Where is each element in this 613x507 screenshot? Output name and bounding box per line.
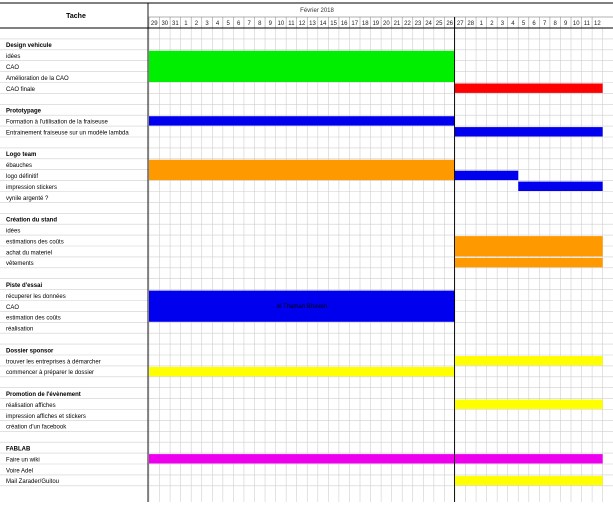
day-label: 4 — [215, 21, 220, 27]
task-bar — [149, 160, 455, 180]
day-headers — [148, 17, 613, 28]
day-label: 5 — [521, 21, 526, 27]
bar-label: el Thaman Bhaveh — [276, 304, 328, 311]
day-label: 2 — [490, 21, 494, 27]
task-bar — [455, 476, 603, 485]
month-header: Février 2018 — [300, 8, 334, 14]
task-label: Formation à l'utilisation de la fraiseuse — [6, 119, 108, 126]
day-label: 3 — [500, 21, 505, 27]
task-bar — [455, 258, 603, 267]
task-label: estimation des coûts — [6, 315, 61, 322]
task-label: estimations des coûts — [6, 239, 64, 246]
task-label: logo définitif — [6, 174, 39, 180]
day-label: 1 — [479, 21, 483, 27]
day-label: 18 — [361, 21, 369, 27]
task-bar — [455, 127, 603, 136]
task-label: idées — [6, 228, 21, 235]
task-label: récuperer les données — [6, 293, 66, 300]
day-label: 28 — [467, 21, 475, 27]
day-label: 30 — [161, 21, 169, 27]
day-label: 24 — [425, 21, 432, 27]
task-bar — [455, 236, 603, 256]
day-label: 16 — [340, 21, 348, 27]
day-label: 4 — [511, 21, 515, 27]
group-label: Création du stand — [6, 217, 58, 224]
day-label: 26 — [446, 21, 454, 27]
day-label: 15 — [330, 21, 337, 27]
task-bar — [149, 454, 603, 463]
group-label: Logo team — [6, 152, 37, 159]
group-label: Design vehicule — [6, 43, 52, 50]
group-label: Dossier sponsor — [6, 348, 54, 355]
day-label: 1 — [184, 21, 188, 27]
task-label: CAO finale — [6, 86, 36, 93]
day-label: 25 — [435, 21, 443, 27]
task-label: Mail Zarader/Guitou — [6, 479, 60, 486]
day-label: 27 — [456, 21, 464, 27]
task-bar — [149, 51, 455, 82]
day-label: 23 — [414, 21, 422, 27]
task-label: commencer à préparer le dossier — [6, 370, 95, 377]
day-label: 8 — [258, 21, 262, 27]
group-label: Prototypage — [6, 108, 42, 115]
day-label: 22 — [404, 21, 411, 27]
task-label: Faire un wiki — [6, 457, 40, 464]
task-label: trouver les entreprises à démarcher — [6, 359, 101, 366]
day-label: 20 — [383, 21, 390, 27]
task-label: réalisation affiches — [6, 402, 56, 409]
task-bar — [149, 116, 455, 125]
task-label: réalisation — [6, 326, 34, 333]
task-label: ébauches — [6, 163, 33, 170]
day-label: 14 — [319, 21, 327, 27]
task-label: achat du materiel — [6, 250, 53, 257]
task-label: CAO — [6, 65, 20, 71]
day-label: 2 — [194, 21, 199, 27]
day-label: 7 — [542, 21, 547, 27]
task-label: vynile argenté ? — [6, 195, 49, 202]
task-column-header: Tache — [66, 13, 86, 20]
day-label: 9 — [268, 21, 272, 27]
day-label: 11 — [583, 21, 590, 27]
day-label: 12 — [594, 21, 601, 27]
task-bar — [518, 182, 602, 191]
day-label: 21 — [393, 21, 401, 27]
day-label: 29 — [150, 21, 158, 27]
task-bar — [455, 171, 518, 180]
group-label: Promotion de l'évènement — [6, 392, 81, 398]
task-label: création d'un facebook — [6, 424, 67, 431]
task-label: Entrainement fraiseuse sur un modèle lambda — [6, 130, 129, 137]
day-label: 19 — [372, 21, 380, 27]
day-label: 6 — [532, 21, 536, 27]
task-label: impression affiches et stickers — [6, 413, 86, 420]
group-label: FABLAB — [6, 446, 31, 453]
task-bar — [455, 356, 603, 365]
day-label: 9 — [564, 21, 568, 27]
task-label: idées — [6, 54, 21, 61]
task-bar — [455, 84, 603, 93]
task-label: vêtements — [6, 261, 34, 268]
task-bar — [455, 400, 603, 409]
day-label: 3 — [205, 21, 209, 27]
day-label: 6 — [237, 21, 241, 27]
day-label: 31 — [172, 21, 179, 27]
day-label: 8 — [553, 21, 557, 27]
day-label: 12 — [298, 21, 306, 27]
day-label: 5 — [226, 21, 230, 27]
day-label: 10 — [572, 21, 580, 27]
day-label: 17 — [351, 21, 359, 27]
task-label: CAO — [6, 304, 20, 311]
task-label: Voire Adel — [6, 468, 34, 475]
task-label: impression stickers — [6, 184, 58, 191]
day-label: 10 — [277, 21, 285, 27]
task-label: Amélioration de la CAO — [6, 75, 69, 82]
day-label: 7 — [247, 21, 251, 27]
day-label: 13 — [309, 21, 316, 27]
task-bar — [149, 367, 455, 376]
day-label: 11 — [288, 21, 295, 27]
group-label: Piste d'essai — [6, 283, 43, 289]
